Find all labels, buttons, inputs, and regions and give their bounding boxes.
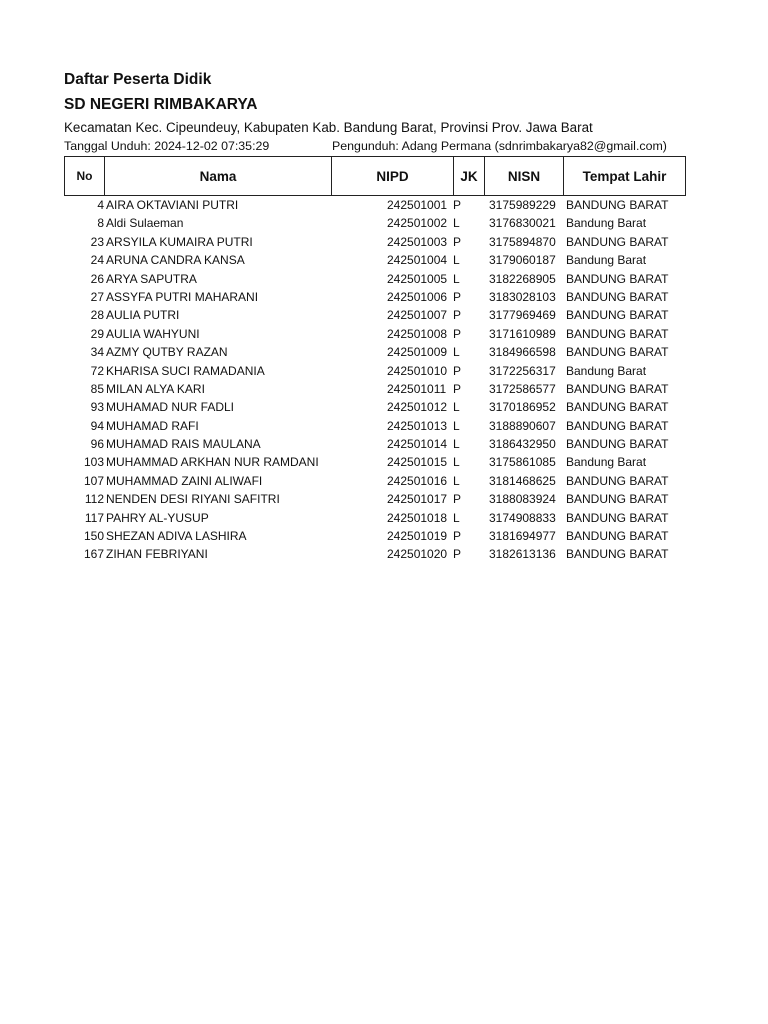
- cell-no: 94: [90, 418, 104, 433]
- cell-no: 24: [90, 253, 104, 268]
- cell-nama: MUHAMMAD ZAINI ALIWAFI: [106, 473, 263, 488]
- cell-no: 117: [84, 510, 104, 525]
- cell-nipd: 242501018: [387, 510, 448, 525]
- school-name: SD NEGERI RIMBAKARYA: [64, 96, 258, 113]
- cell-no: 72: [90, 363, 104, 378]
- cell-jk: L: [453, 473, 460, 488]
- cell-tempat-lahir: BANDUNG BARAT: [566, 510, 669, 525]
- cell-nisn: 3175861085: [489, 455, 556, 470]
- region-line: Kecamatan Kec. Cipeundeuy, Kabupaten Kab. Bandung Barat, Provinsi Prov. Jawa Barat: [64, 120, 593, 135]
- cell-jk: L: [453, 271, 460, 286]
- cell-nisn: 3172256317: [489, 363, 556, 378]
- cell-jk: L: [453, 437, 460, 452]
- cell-no: 34: [90, 345, 104, 360]
- downloader: Pengunduh: Adang Permana (sdnrimbakarya82@gmail.com): [332, 139, 667, 153]
- cell-jk: P: [453, 234, 462, 249]
- cell-jk: L: [453, 510, 460, 525]
- cell-nisn: 3177969469: [489, 308, 556, 323]
- cell-nisn: 3183028103: [489, 289, 556, 304]
- cell-nipd: 242501014: [387, 437, 448, 452]
- cell-tempat-lahir: BANDUNG BARAT: [566, 400, 669, 415]
- cell-nama: AULIA WAHYUNI: [106, 326, 200, 341]
- cell-nipd: 242501020: [387, 547, 448, 562]
- cell-jk: P: [453, 529, 462, 544]
- cell-no: 112: [84, 492, 104, 507]
- header-nipd: NIPD: [332, 157, 454, 196]
- cell-nisn: 3175894870: [489, 234, 556, 249]
- cell-nisn: 3179060187: [489, 253, 556, 268]
- cell-tempat-lahir: BANDUNG BARAT: [566, 271, 669, 286]
- cell-nama: AIRA OKTAVIANI PUTRI: [106, 198, 239, 212]
- cell-nisn: 3171610989: [489, 326, 556, 341]
- cell-nama: ARUNA CANDRA KANSA: [106, 253, 245, 268]
- cell-tempat-lahir: Bandung Barat: [566, 363, 647, 378]
- cell-nipd: 242501002: [387, 216, 448, 231]
- cell-tempat-lahir: Bandung Barat: [566, 455, 647, 470]
- cell-jk: L: [453, 345, 460, 360]
- cell-tempat-lahir: BANDUNG BARAT: [566, 345, 669, 360]
- cell-nama: ZIHAN FEBRIYANI: [106, 547, 208, 562]
- cell-nama: MUHAMAD RAFI: [106, 418, 199, 433]
- cell-jk: L: [453, 418, 460, 433]
- cell-jk: P: [453, 381, 462, 396]
- header-nama: Nama: [105, 157, 332, 196]
- cell-no: 4: [97, 198, 104, 212]
- cell-tempat-lahir: BANDUNG BARAT: [566, 289, 669, 304]
- cell-tempat-lahir: BANDUNG BARAT: [566, 473, 669, 488]
- cell-nipd: 242501006: [387, 289, 448, 304]
- cell-nisn: 3170186952: [489, 400, 556, 415]
- cell-jk: P: [453, 363, 462, 378]
- cell-jk: L: [453, 216, 460, 231]
- cell-nisn: 3175989229: [489, 198, 556, 212]
- cell-no: 29: [90, 326, 104, 341]
- cell-tempat-lahir: Bandung Barat: [566, 253, 647, 268]
- cell-jk: P: [453, 308, 462, 323]
- cell-no: 93: [90, 400, 104, 415]
- header-no: No: [65, 157, 105, 196]
- cell-nisn: 3184966598: [489, 345, 556, 360]
- cell-tempat-lahir: BANDUNG BARAT: [566, 547, 669, 562]
- cell-nipd: 242501015: [387, 455, 448, 470]
- cell-nisn: 3188083924: [489, 492, 556, 507]
- document-title: Daftar Peserta Didik: [64, 71, 212, 88]
- cell-nipd: 242501013: [387, 418, 448, 433]
- cell-no: 85: [90, 381, 104, 396]
- cell-nipd: 242501011: [387, 381, 447, 396]
- cell-nisn: 3176830021: [489, 216, 556, 231]
- cell-no: 27: [90, 289, 104, 304]
- cell-nipd: 242501005: [387, 271, 448, 286]
- cell-jk: L: [453, 400, 460, 415]
- cell-nisn: 3174908833: [489, 510, 556, 525]
- cell-jk: P: [453, 289, 462, 304]
- cell-nipd: 242501007: [387, 308, 448, 323]
- cell-no: 8: [97, 216, 104, 231]
- cell-nama: Aldi Sulaeman: [106, 216, 184, 231]
- cell-tempat-lahir: BANDUNG BARAT: [566, 381, 669, 396]
- cell-tempat-lahir: BANDUNG BARAT: [566, 198, 669, 212]
- header-tempat-lahir: Tempat Lahir: [564, 157, 686, 196]
- header-jk: JK: [454, 157, 485, 196]
- cell-nipd: 242501019: [387, 529, 448, 544]
- cell-nipd: 242501017: [387, 492, 448, 507]
- cell-nipd: 242501009: [387, 345, 448, 360]
- cell-nipd: 242501012: [387, 400, 448, 415]
- cell-nipd: 242501008: [387, 326, 448, 341]
- cell-no: 167: [83, 547, 104, 562]
- cell-nama: ARYA SAPUTRA: [106, 271, 197, 286]
- table-header: [64, 156, 686, 196]
- cell-tempat-lahir: BANDUNG BARAT: [566, 234, 669, 249]
- cell-tempat-lahir: Bandung Barat: [566, 216, 647, 231]
- cell-nama: ASSYFA PUTRI MAHARANI: [106, 289, 259, 304]
- cell-nipd: 242501003: [387, 234, 448, 249]
- cell-no: 26: [90, 271, 104, 286]
- cell-nipd: 242501004: [387, 253, 448, 268]
- cell-no: 150: [83, 529, 104, 544]
- cell-no: 107: [83, 473, 104, 488]
- cell-nipd: 242501001: [387, 198, 448, 212]
- cell-no: 103: [83, 455, 104, 470]
- cell-nipd: 242501016: [387, 473, 448, 488]
- cell-jk: L: [453, 455, 460, 470]
- cell-nisn: 3181468625: [489, 473, 556, 488]
- cell-nama: NENDEN DESI RIYANI SAFITRI: [106, 492, 280, 507]
- cell-jk: P: [453, 326, 462, 341]
- cell-nisn: 3186432950: [489, 437, 556, 452]
- cell-no: 23: [90, 234, 104, 249]
- header-nisn: NISN: [485, 157, 564, 196]
- cell-nama: ARSYILA KUMAIRA PUTRI: [106, 234, 253, 249]
- cell-tempat-lahir: BANDUNG BARAT: [566, 492, 669, 507]
- cell-nisn: 3172586577: [489, 381, 556, 396]
- cell-nisn: 3188890607: [489, 418, 556, 433]
- cell-nipd: 242501010: [387, 363, 448, 378]
- cell-nama: MUHAMAD RAIS MAULANA: [106, 437, 261, 452]
- cell-tempat-lahir: BANDUNG BARAT: [566, 529, 669, 544]
- cell-nama: MILAN ALYA KARI: [106, 381, 205, 396]
- cell-nama: KHARISA SUCI RAMADANIA: [106, 363, 265, 378]
- cell-tempat-lahir: BANDUNG BARAT: [566, 308, 669, 323]
- cell-nama: MUHAMMAD ARKHAN NUR RAMDANI: [106, 455, 319, 470]
- cell-jk: P: [453, 198, 462, 212]
- cell-jk: P: [453, 547, 462, 562]
- cell-jk: P: [453, 492, 462, 507]
- cell-nama: AZMY QUTBY RAZAN: [106, 345, 228, 360]
- cell-tempat-lahir: BANDUNG BARAT: [566, 437, 669, 452]
- cell-nama: SHEZAN ADIVA LASHIRA: [106, 529, 247, 544]
- cell-tempat-lahir: BANDUNG BARAT: [566, 326, 669, 341]
- cell-nama: PAHRY AL-YUSUP: [106, 510, 209, 525]
- cell-nisn: 3182613136: [489, 547, 556, 562]
- cell-nisn: 3181694977: [489, 529, 556, 544]
- download-date: Tanggal Unduh: 2024-12-02 07:35:29: [64, 139, 270, 153]
- cell-no: 96: [90, 437, 104, 452]
- cell-nama: MUHAMAD NUR FADLI: [106, 400, 235, 415]
- cell-tempat-lahir: BANDUNG BARAT: [566, 418, 669, 433]
- cell-no: 28: [90, 308, 104, 323]
- cell-jk: L: [453, 253, 460, 268]
- cell-nama: AULIA PUTRI: [106, 308, 180, 323]
- cell-nisn: 3182268905: [489, 271, 556, 286]
